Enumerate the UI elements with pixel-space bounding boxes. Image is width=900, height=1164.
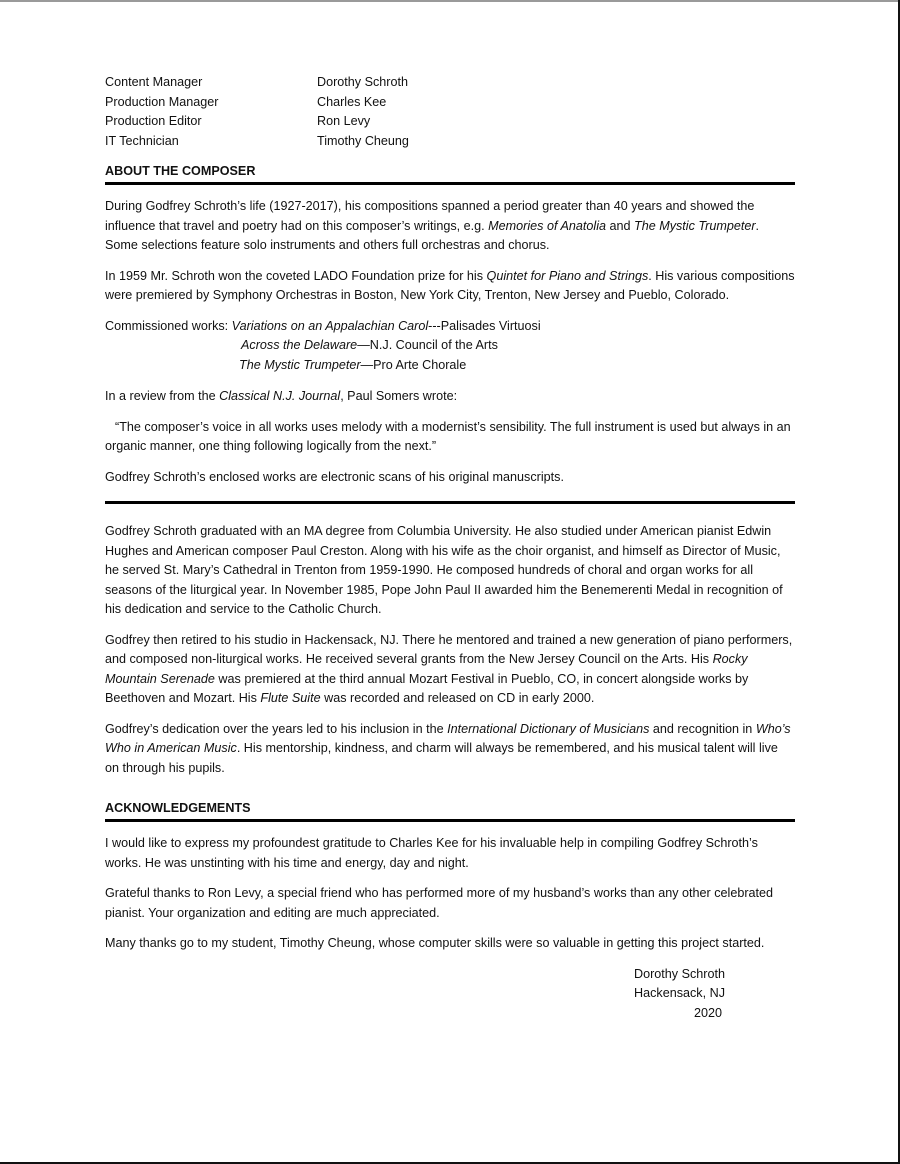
bio-paragraph-1: Godfrey Schroth graduated with an MA degree from Columbia University. He also studied under American pianist Edwin Hughes and American composer Paul Creston. Along with his wife as the choir organist, and himself as Director of Music, he served St. Mary’s Cathedral in Trenton from 1959-1990. He composed hundreds of choral and organ works for all seasons of the liturgical year. In November 1985, Pope John Paul II awarded him the Benemerenti Medal in recognition of his dedication and service to the Catholic Church.: [105, 524, 783, 616]
work-title: Variations on an Appalachian Carol: [231, 318, 429, 333]
credits-table: [105, 73, 795, 151]
text-run: was premiered at the third annual Mozart Festival in Pueblo, CO, in concert alongside works by Beethoven and Mozart. His: [105, 671, 749, 705]
about-paragraph-1: [105, 197, 795, 256]
work-title: Flute Suite: [260, 691, 321, 705]
journal-title: Classical N.J. Journal: [219, 389, 341, 403]
signature-year: 2020: [694, 1005, 723, 1020]
page-edge-top: [0, 0, 900, 2]
credit-name: Charles Kee: [317, 94, 387, 109]
bio-paragraph-2: [105, 631, 795, 709]
text-run: In 1959 Mr. Schroth won the coveted LADO Foundation prize for his: [105, 268, 487, 283]
commissioned-label: Commissioned works:: [105, 318, 232, 333]
commissioned-item: [105, 317, 795, 337]
text-run: . Some selections feature solo instruments and others full orchestras and chorus.: [105, 218, 760, 252]
signature-name: Dorothy Schroth: [634, 966, 725, 981]
work-title: The Mystic Trumpeter: [239, 357, 361, 372]
credit-name: Ron Levy: [317, 114, 371, 128]
review-intro: [105, 387, 795, 407]
about-composer-heading: ABOUT THE COMPOSER: [105, 164, 256, 178]
separator: —: [360, 357, 374, 372]
credit-role: Content Manager: [105, 75, 203, 89]
credit-name: Dorothy Schroth: [317, 75, 408, 89]
signature-place: Hackensack, NJ: [634, 986, 725, 1000]
text-run: . His mentorship, kindness, and charm will always be remembered, and his musical talent will live on through his pupils.: [105, 741, 778, 775]
acknowledgements-heading: ACKNOWLEDGEMENTS: [105, 801, 251, 815]
text-run: and: [606, 218, 635, 233]
text-run: Godfrey’s dedication over the years led to his inclusion in the: [105, 721, 448, 736]
reference-title: International Dictionary of Musicians: [447, 721, 650, 736]
performer: Pro Arte Chorale: [373, 357, 467, 372]
credit-role: IT Technician: [105, 133, 179, 148]
work-title: Across the Delaware: [241, 338, 358, 352]
text-run: Godfrey then retired to his studio in Hackensack, NJ. There he mentored and trained a new generation of piano performers, and composed non-liturgical works. He received several grants from the New Jersey Council on the Arts. His: [105, 632, 793, 666]
text-run: In a review from the: [105, 389, 220, 403]
work-title: Memories of Anatolia: [488, 218, 606, 233]
scans-note: Godfrey Schroth’s enclosed works are electronic scans of his original manuscripts.: [105, 469, 564, 484]
bio-paragraph-3: [105, 720, 795, 779]
text-run: , Paul Somers wrote:: [340, 389, 458, 403]
credit-role: Production Editor: [105, 114, 202, 128]
section-divider: [105, 182, 795, 185]
about-paragraph-2: [105, 267, 795, 306]
work-title: The Mystic Trumpeter: [634, 218, 756, 233]
text-run: . His various compositions were premiered by Symphony Orchestras in Boston, New York City, Trenton, New Jersey and Pueblo, Colorado.: [105, 268, 795, 302]
signature-block: [634, 965, 795, 1024]
ack-paragraph-3: Many thanks go to my student, Timothy Cheung, whose computer skills were so valuable in getting this project started.: [105, 936, 765, 950]
work-title: Quintet for Piano and Strings: [486, 268, 649, 283]
reference-title: Who’s Who in American Music: [105, 721, 791, 755]
section-divider: [105, 819, 795, 822]
work-title: Rocky Mountain Serenade: [105, 652, 748, 686]
separator: —: [357, 338, 370, 352]
credit-role: Production Manager: [105, 94, 219, 109]
text-run: During Godfrey Schroth’s life (1927-2017), his compositions spanned a period greater than 40 years and showed the influence that travel and poetry had on this composer’s writings, e.g.: [105, 199, 755, 233]
commissioned-item: [105, 356, 795, 376]
credit-name: Timothy Cheung: [317, 133, 409, 148]
separator: ---: [428, 318, 441, 333]
ack-paragraph-2: Grateful thanks to Ron Levy, a special friend who has performed more of my husband’s works than any other celebrated pianist. Your organization and editing are much appreciated.: [105, 886, 774, 920]
section-divider: [105, 501, 795, 504]
performer: Palisades Virtuosi: [440, 318, 541, 333]
document-page: [105, 73, 795, 1023]
text-run: was recorded and released on CD in early 2000.: [320, 691, 595, 705]
text-run: and recognition in: [649, 721, 756, 736]
review-quote: “The composer’s voice in all works uses melody with a modernist’s sensibility. The full instrument is used but always in an organic manner, one thing following logically from the next.”: [105, 419, 791, 453]
ack-paragraph-1: I would like to express my profoundest gratitude to Charles Kee for his invaluable help in compiling Godfrey Schroth’s works. He was unstinting with his time and energy, day and night.: [105, 836, 758, 870]
commissioned-item: [105, 336, 795, 356]
commissioned-works: [105, 317, 795, 376]
performer: N.J. Council of the Arts: [369, 338, 498, 352]
